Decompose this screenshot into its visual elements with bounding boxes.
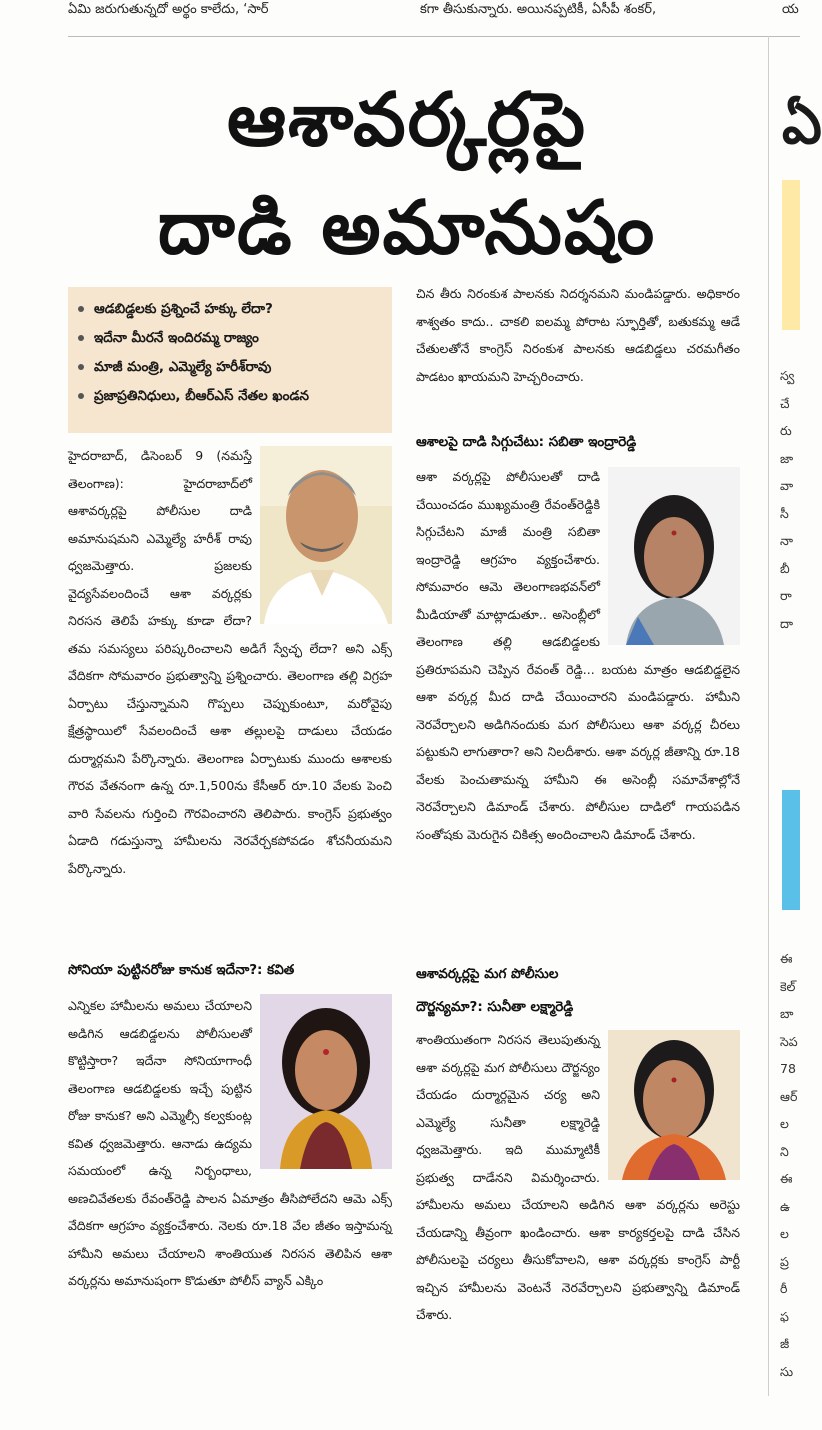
- bullet-dot-icon: [78, 364, 84, 370]
- subhead-sabitha: ఆశాలపై దాడి సిగ్గుచేటు: సబితా ఇంద్రారెడ్డి: [416, 434, 637, 450]
- continuation-paragraph: చిన తీరు నిరంకుశ పాలనకు నిదర్శనమని మండిపడ్డారు. అధికారం శాశ్వతం కాదు.. చాకలి ఐలమ్మ పోరాట స్ఫూర్తితో, బతుకమ్మ ఆడే చేతులతోనే కాంగ్రెస్ నిరంకుశ పాలనకు ఆడబిడ్డలు చరమగీతం పాడటం ఖాయమని హెచ్చరించారు.: [416, 286, 740, 384]
- bullet-dot-icon: [78, 306, 84, 312]
- column-separator-right: [768, 36, 769, 1396]
- sabitha-paragraph: ఆశా వర్కర్లపై పోలీసులతో దాడి చేయించడం ముఖ్యమంత్రి రేవంత్‌రెడ్డికి సిగ్గుచేటని మాజీ మంత్రి సబితా ఇంద్రారెడ్డి ఆగ్రహం వ్యక్తంచేశారు. సోమవారం ఆమె తెలంగాణభవన్‌లో మీడియాతో మాట్లాడుతూ.. అసెంబ్లీలో తెలంగాణ తల్లి ఆడబిడ్డలకు ప్రతిరూపమని చెప్పిన రేవంత్ రెడ్డి... బయట మాత్రం ఆడబిడ్డలైన ఆశా వర్కర్ల మీద దాడి చేయించారని మండిపడ్డారు. హామీని నెరవేర్చాలని అడిగినందుకు మగ పోలీసులు ఆశా వర్కర్ల చీరలు పట్టుకుని లాగుతారా? అని నిలదీశారు. ఆశా వర్కర్ల జీతాన్ని రూ.18 వేలకు పెంచుతామన్న హామీని ఈ అసెంబ్లీ సమావేశాల్లోనే నెరవేర్చాలని డిమాండ్ చేశారు. పోలీసుల దాడిలో గాయపడిన సంతోషకు మెరుగైన చికిత్స అందించాలని డిమాండ్ చేశారు.: [416, 469, 740, 842]
- intro-paragraph: హైదరాబాద్, డిసెంబర్ 9 (నమస్తే తెలంగాణ): హైదరాబాద్‌లో ఆశావర్కర్లపై పోలీసుల దాడి అమానుషమని ఎమ్మెల్యే హరీశ్ రావు ధ్వజమెత్తారు. ప్రజలకు వైద్యసేవలందించే ఆశా వర్కర్లకు నిరసన తెలిపే హక్కు కూడా లేదా? తమ సమస్యలు పరిష్కరించాలని అడిగే స్వేచ్ఛ లేదా? అని ఎక్స్ వేదికగా సోమవారం ప్రభుత్వాన్ని ప్రశ్నించారు. తెలంగాణ తల్లి విగ్రహ ఏర్పాటు చేస్తున్నామని గొప్పలు చెప్పుకుంటూ, మరోవైపు క్షేత్రస్థాయిలో సేవలందించే ఆశా తల్లులపై దాడులు చేయడం దుర్మార్గమని పేర్కొన్నారు. తెలంగాణ ఏర్పాటుకు ముందు ఆశాలకు గౌరవ వేతనంగా ఉన్న రూ.1,500ను కేసీఆర్ రూ.10 వేలకు పెంచి వారి సేవలను గుర్తించి గౌరవించారని తెలిపారు. కాంగ్రెస్ ప్రభుత్వం ఏడాది గడుస్తున్నా హామీలను నెరవేర్చకపోవడం శోచనీయమని పేర్కొన్నారు.: [68, 448, 392, 876]
- subhead-sunitha-line-1: ఆశావర్కర్లపై మగ పోలీసుల: [416, 966, 559, 982]
- sabitha-photo: [608, 467, 740, 645]
- highlight-item: ప్రజాప్రతినిధులు, బీఆర్‌ఎస్ నేతల ఖండన: [78, 382, 392, 411]
- article-column-2-sunitha: [416, 1026, 740, 1329]
- bullet-dot-icon: [78, 335, 84, 341]
- highlight-item: ఇదేనా మీరనే ఇందిరమ్మ రాజ్యం: [78, 324, 392, 353]
- top-strip-middle: కగా తీసుకున్నారు. అయినప్పటికీ, ఏసీపీ శంకర్,: [420, 2, 657, 17]
- highlight-item: మాజీ మంత్రి, ఎమ్మెల్యే హరీశ్‌రావు: [78, 353, 392, 382]
- kavitha-photo: [260, 994, 392, 1169]
- bullet-dot-icon: [78, 393, 84, 399]
- right-yellow-block: [782, 180, 800, 330]
- top-strip: [0, 0, 800, 22]
- right-text-block-a: స్వ చే రు జా వా సీ నా బీ రా దా: [780, 368, 795, 631]
- article-column-2-sabitha: [416, 463, 740, 848]
- article-column-1-kavitha: [68, 992, 392, 1295]
- subhead-sunitha-line-2: దౌర్జన్యమా?: సునీతా లక్ష్మారెడ్డి: [416, 999, 574, 1015]
- headline-line-2: దాడి అమానుషం: [157, 185, 657, 271]
- highlights-box: [68, 287, 392, 433]
- highlight-item: ఆడబిడ్డలకు ప్రశ్నించే హక్కు లేదా?: [78, 295, 392, 324]
- sunitha-photo: [608, 1030, 740, 1180]
- next-headline-fragment: ఏ: [782, 92, 822, 157]
- subhead-kavitha: సోనియా పుట్టినరోజు కానుక ఇదేనా?: కవిత: [68, 962, 295, 978]
- sunitha-paragraph: శాంతియుతంగా నిరసన తెలుపుతున్న ఆశా వర్కర్లపై మగ పోలీసులు దౌర్జన్యం చేయడం దుర్మార్గమైన చర్య అని ఎమ్మెల్యే సునీతా లక్ష్మారెడ్డి ధ్వజమెత్తారు. ఇది ముమ్మాటికీ ప్రభుత్వ దాడేనని విమర్శించారు. హామీలను అమలు చేయాలని అడిగిన ఆశా వర్కర్లను అరెస్టు చేయడాన్ని తీవ్రంగా ఖండించారు. ఆశా కార్యకర్తలపై దాడి చేసిన పోలీసులపై చర్యలు తీసుకోవాలని, ఆశా వర్కర్లకు కాంగ్రెస్ పార్టీ ఇచ్చిన హామీలను వెంటనే నెరవేర్చాలని ప్రభుత్వాన్ని డిమాండ్ చేశారు.: [416, 1032, 740, 1322]
- headline-line-1: ఆశావర్కర్లపై: [226, 77, 588, 163]
- right-text-block-b: ఈ కెల్ బా సెప 78 ఆర్ ల ని ఈ ఉ ల ప్ర రీ ఫ జీ సు: [780, 951, 798, 1379]
- top-strip-right: య: [782, 2, 799, 17]
- article-column-1: [68, 442, 392, 882]
- right-blue-block: [782, 790, 800, 910]
- article-column-2-top: [416, 280, 740, 390]
- top-divider: [68, 36, 800, 37]
- harish-rao-photo: [260, 446, 392, 624]
- kavitha-paragraph: ఎన్నికల హామీలను అమలు చేయాలని అడిగిన ఆడబిడ్డలను పోలీసులతో కొట్టిస్తారా? ఇదేనా సోనియాగాంధీ తెలంగాణ ఆడబిడ్డలకు ఇచ్చే పుట్టిన రోజు కానుక? అని ఎమ్మెల్సీ కల్వకుంట్ల కవిత ధ్వజమెత్తారు. ఆనాడు ఉద్యమ సమయంలో ఉన్న నిర్బంధాలు, అణచివేతలకు రేవంత్‌రెడ్డి పాలన ఏమాత్రం తీసిపోలేదని ఆమె ఎక్స్ వేదికగా ఆగ్రహం వ్యక్తంచేశారు. నెలకు రూ.18 వేల జీతం ఇస్తామన్న హామీని అమలు చేయాలని శాంతియుత నిరసన తెలిపిన ఆశా వర్కర్లను అమానుషంగా కొడుతూ పోలీస్ వ్యాన్ ఎక్కిం: [68, 998, 392, 1288]
- top-strip-left: ఏమి జరుగుతున్నదో అర్థం కాలేదు, ‘సార్: [68, 2, 269, 17]
